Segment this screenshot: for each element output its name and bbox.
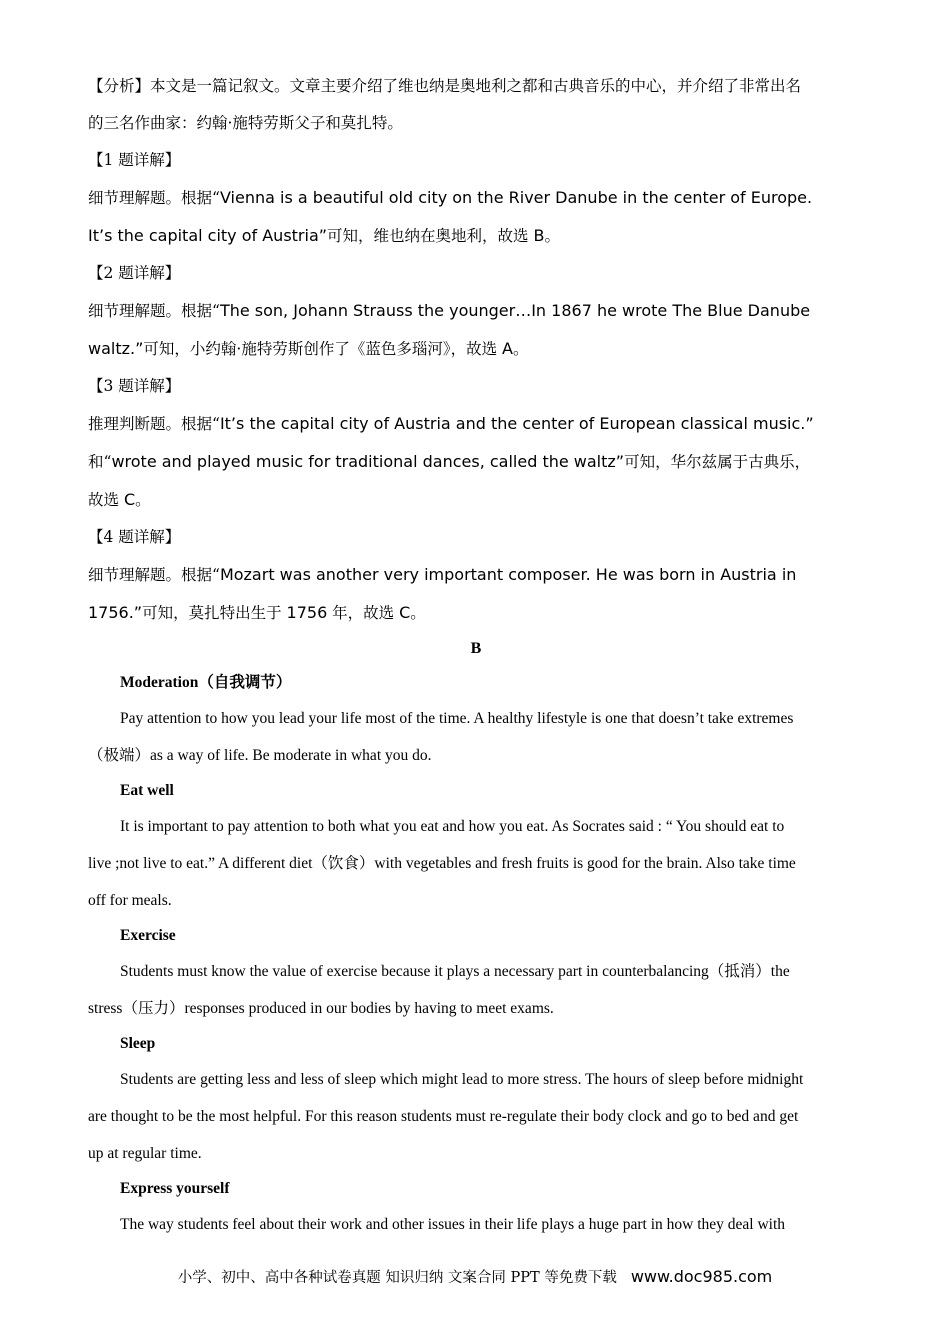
q1-line-1 [88,179,864,217]
moderation-line-2: （极端）as a way of life. Be moderate in what you do. [88,747,432,764]
analysis-line-2: 的三名作曲家：约翰·施特劳斯父子和莫扎特。 [88,114,403,132]
q3-line-3-cn: 故选 [88,491,124,509]
q2-title: 【2 题详解】 [88,264,181,282]
section-b-label: B [470,640,482,657]
q2-line-2 [88,330,864,368]
q4-line-2-end: 。 [410,604,426,622]
q4-line-2-quote: 1756.” [88,603,143,622]
q2-line-2-end: 。 [512,340,529,358]
q3-line-3 [88,481,864,519]
q1-line-1-cn: 细节理解题。根据“ [88,189,220,207]
q1-line-2-end: 。 [544,227,560,245]
q1-title: 【1 题详解】 [88,151,181,169]
express-heading: Express yourself [120,1180,230,1197]
q3-line-2-quote: wrote and played music for traditional dances, called the waltz” [111,452,625,471]
page-footer [0,1266,950,1287]
q1-line-2-cn: 可知，维也纳在奥地利，故选 [327,227,534,245]
q4-title: 【4 题详解】 [88,528,181,546]
q3-line-2-cn2: 可知，华尔兹属于古典乐， [624,453,811,471]
sleep-line-1: Students are getting less and less of sleep which might lead to more stress. The hours of sleep before midnight [120,1071,804,1088]
exercise-heading: Exercise [120,927,176,944]
analysis-line-1: 【分析】本文是一篇记叙文。文章主要介绍了维也纳是奥地利之都和古典音乐的中心，并介绍了非常出名 [88,77,802,95]
express-line-1: The way students feel about their work and other issues in their life plays a huge part in how they deal with [120,1216,786,1233]
q2-line-1-quote: The son, Johann Strauss the younger…In 1867 he wrote The Blue Danube [219,301,811,320]
q2-line-1 [88,292,864,330]
q1-line-2 [88,217,864,255]
eat-well-line-1: It is important to pay attention to both what you eat and how you eat. As Socrates said : “ You should eat to [120,818,785,835]
q4-line-2-cn: 可知，莫扎特出生于 [142,604,287,622]
q1-line-1-quote: Vienna is a beautiful old city on the River Danube in the center of Europe. [219,188,813,207]
q3-title: 【3 题详解】 [88,377,181,395]
document-page [88,68,864,1243]
moderation-heading: Moderation（自我调节） [120,674,292,691]
q2-line-2-cn: 可知，小约翰·施特劳斯创作了《蓝色多瑙河》，故选 [143,340,502,358]
sleep-line-2: are thought to be the most helpful. For this reason students must re-regulate their body clock and go to bed and get [88,1108,799,1125]
q2-line-1-cn: 细节理解题。根据“ [88,302,220,320]
sleep-heading: Sleep [120,1035,156,1052]
footer-text: 小学、初中、高中各种试卷真题 知识归纳 文案合同 PPT 等免费下载 [177,1270,617,1286]
eat-well-line-3: off for meals. [88,892,172,909]
q1-answer: B [533,226,545,245]
q3-line-1-quote: It’s the capital city of Austria and the center of European classical music.” [219,414,814,433]
exercise-line-2: stress（压力）responses produced in our bodies by having to meet exams. [88,1000,554,1017]
moderation-line-1: Pay attention to how you lead your life most of the time. A healthy lifestyle is one that doesn’t take extremes [120,710,794,727]
q2-line-2-quote: waltz.” [88,339,144,358]
q3-line-3-end: 。 [135,491,151,509]
footer-url[interactable]: www.doc985.com [630,1267,773,1286]
q4-line-2 [88,594,864,632]
q4-line-2-cn2: 年，故选 [327,604,400,622]
q3-answer: C [123,490,136,509]
exercise-line-1: Students must know the value of exercise because it plays a necessary part in counterbalancing（抵消）the [120,963,790,980]
q4-line-1-quote: Mozart was another very important composer. He was born in Austria in [219,565,797,584]
eat-well-heading: Eat well [120,782,174,799]
q4-line-1 [88,556,864,594]
eat-well-line-2: live ;not live to eat.” A different diet（饮食）with vegetables and fresh fruits is good for the brain. Also take time [88,855,796,872]
q4-answer: C [399,603,411,622]
q4-line-1-cn: 细节理解题。根据“ [88,566,220,584]
q2-answer: A [502,339,513,358]
q3-line-1-cn: 推理判断题。根据“ [88,415,220,433]
q3-line-2 [88,443,864,481]
q4-year: 1756 [286,603,328,622]
q1-line-2-quote: It’s the capital city of Austria” [88,226,328,245]
sleep-line-3: up at regular time. [88,1145,202,1162]
q3-line-1 [88,405,864,443]
q3-line-2-cn1: 和“ [88,453,112,471]
